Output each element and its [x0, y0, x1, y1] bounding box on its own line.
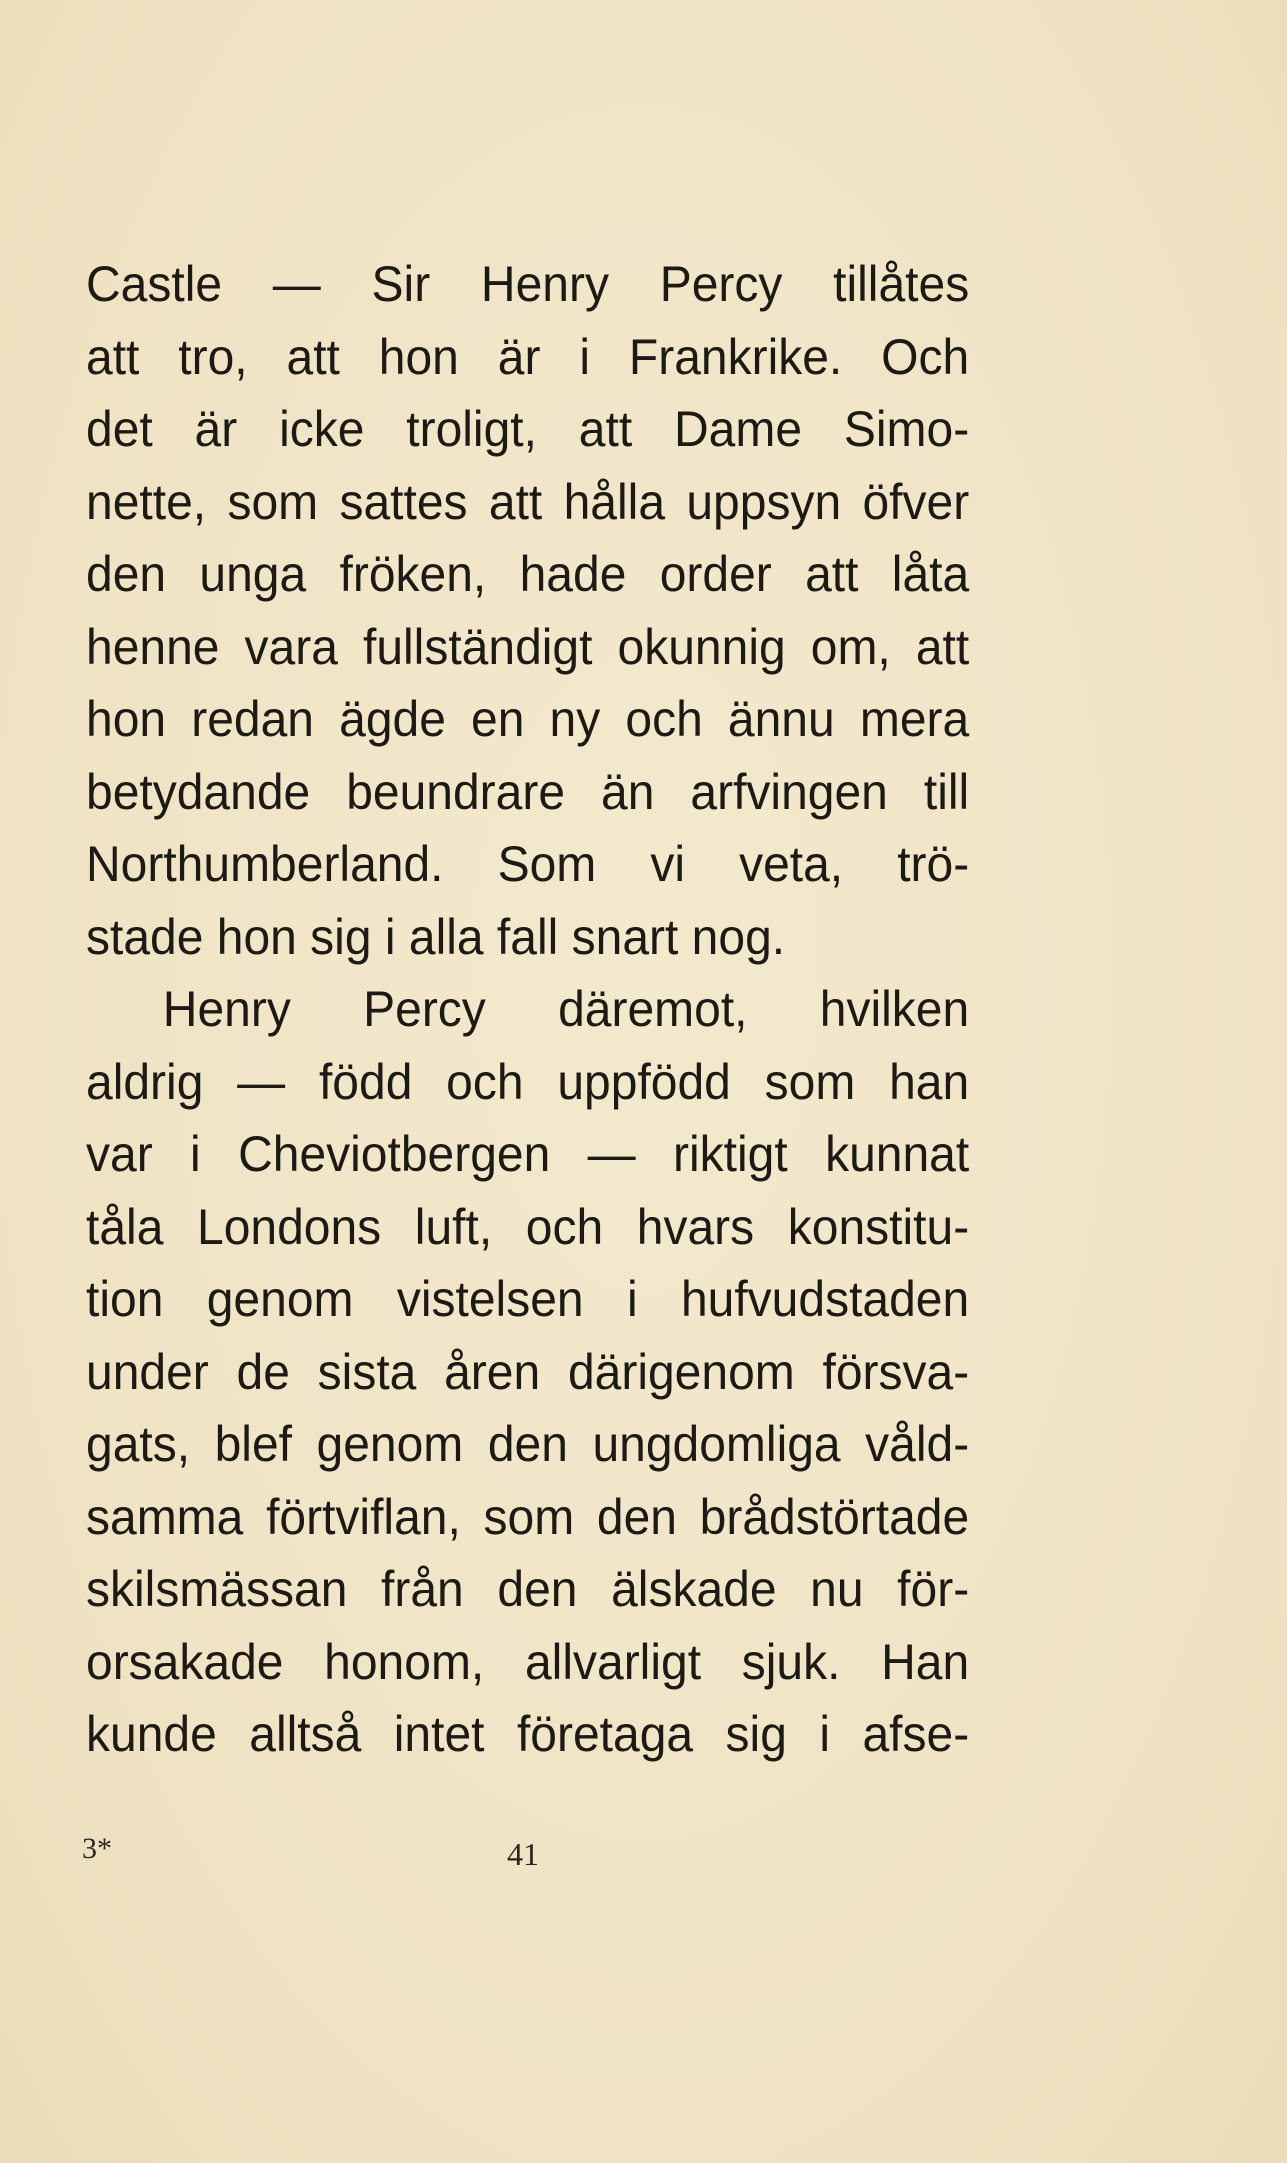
text-line: betydande beundrare än arfvingen till	[86, 763, 970, 820]
text-line: henne vara fullständigt okunnig om, att	[86, 618, 970, 675]
text-line: hon redan ägde en ny och ännu mera	[86, 691, 970, 747]
text-line: aldrig — född och uppfödd som han	[86, 1053, 970, 1110]
text-line: gats, blef genom den ungdomliga våld-	[86, 1416, 970, 1472]
text-line: tion genom vistelsen i hufvudstaden	[86, 1271, 970, 1327]
text-line: att tro, att hon är i Frankrike. Och	[86, 328, 970, 385]
text-line: samma förtviflan, som den brådstörtade	[86, 1488, 970, 1545]
text-line: nette, som sattes att hålla uppsyn öfver	[86, 473, 970, 530]
text-line: var i Cheviotbergen — riktigt kunnat	[86, 1126, 970, 1182]
text-line: orsakade honom, allvarligt sjuk. Han	[86, 1633, 970, 1690]
text-line: tåla Londons luft, och hvars konstitu-	[86, 1198, 970, 1255]
text-line: Northumberland. Som vi veta, trö-	[86, 836, 970, 892]
signature-mark: 3*	[82, 1832, 112, 1865]
text-line: det är icke troligt, att Dame Simo-	[86, 401, 970, 457]
text-line: Castle — Sir Henry Percy tillåtes	[86, 256, 970, 312]
body-text	[86, 248, 970, 1771]
text-line: kunde alltså intet företaga sig i afse-	[86, 1706, 970, 1762]
text-line: den unga fröken, hade order att låta	[86, 546, 970, 602]
text-line: stade hon sig i alla fall snart nog.	[86, 908, 786, 965]
text-line: skilsmässan från den älskade nu för-	[86, 1561, 970, 1617]
text-line: under de sista åren därigenom försva-	[86, 1343, 970, 1400]
page-number: 41	[507, 1836, 539, 1872]
text-line: Henry Percy däremot, hvilken	[162, 981, 970, 1037]
